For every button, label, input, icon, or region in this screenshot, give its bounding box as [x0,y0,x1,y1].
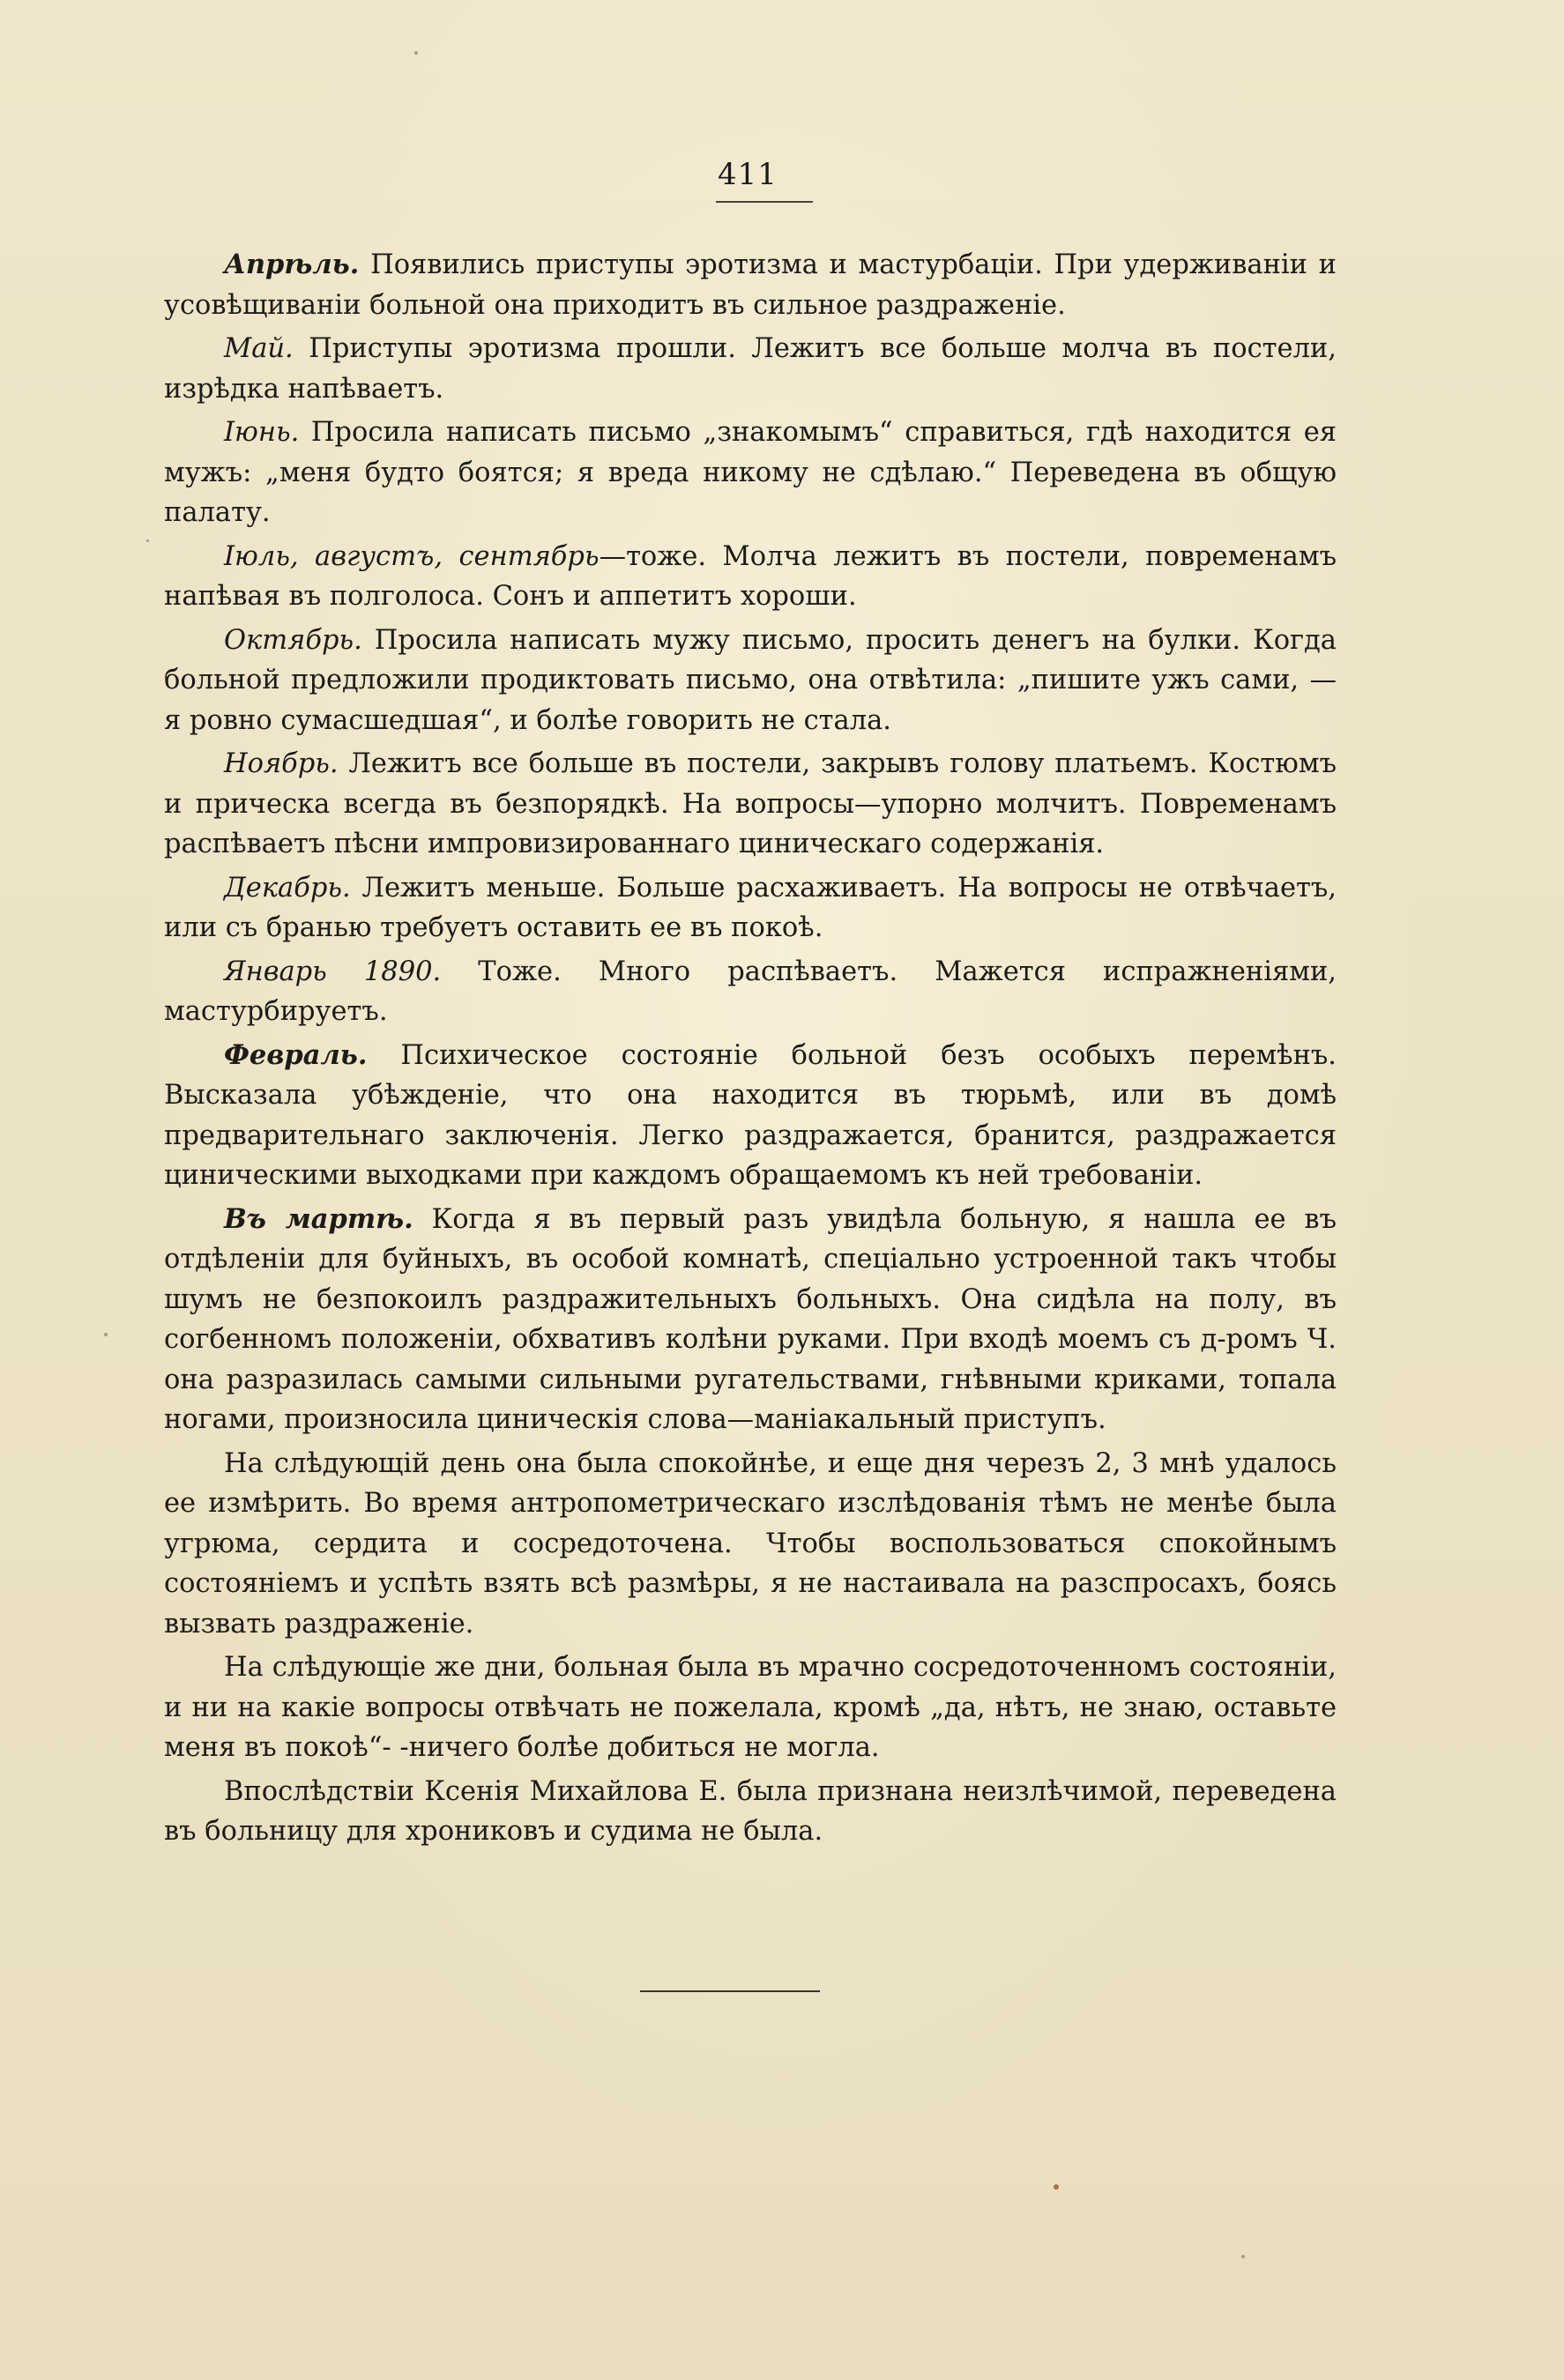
month-heading: Апрѣль. [224,249,360,280]
month-heading: Іюль, августъ, сентябрь [224,540,600,572]
paragraph-text: Впослѣдствіи Ксенія Михайлова Е. была признана неизлѣчимой, переведена въ больницу для хрониковъ и судима не была. [164,1775,1337,1847]
month-heading: Ноябрь. [224,748,339,779]
paragraph-april [164,245,1337,325]
month-heading: Февраль. [224,1038,368,1071]
paragraph-february [164,1036,1337,1196]
paragraph-march [164,1200,1337,1440]
paragraph-may [164,329,1337,409]
paper-speck [1054,2184,1059,2190]
month-heading: Январь 1890. [224,956,442,987]
paragraph-text: Психическое состояніе больной безъ особыхъ перемѣнъ. Высказала убѣжденіе, что она находится въ тюрьмѣ, или въ домѣ предварительнаго заключенія. Легко раздражается, бранится, раздражается циническими выходками при каждомъ обращаемомъ къ ней требованіи. [164,1039,1337,1191]
paragraph-text: —тоже. Молча лежитъ въ постели, повременамъ напѣвая въ полголоса. Сонъ и аппетитъ хороши. [164,540,1337,612]
paragraph-july-september [164,537,1337,617]
month-heading: Октябрь. [224,624,362,656]
page-number-underline [716,201,813,203]
paragraph-text: Появились приступы эротизма и мастурбаціи. При удерживаніи и усовѣщиваніи больной она приходитъ въ сильное раздраженіе. [164,249,1337,321]
paper-speck [1241,2255,1245,2258]
paragraph-text: Тоже. Много распѣваетъ. Мажется испражненіями, мастурбируетъ. [164,956,1337,1027]
paragraph-text: Когда я въ первый разъ увидѣла больную, я нашла ее въ отдѣленіи для буйныхъ, въ особой комнатѣ, спеціально устроенной такъ чтобы шумъ не безпокоилъ раздражительныхъ больныхъ. Она сидѣла на полу, въ согбенномъ положеніи, обхвативъ колѣни руками. При входѣ моемъ съ д-ромъ Ч. она разразилась самыми сильными ругательствами, гнѣвными криками, топала ногами, произносила циническія слова—маніакальный приступъ. [164,1203,1337,1435]
paper-speck [146,539,149,542]
paragraph-text: Просила написать мужу письмо, просить денегъ на булки. Когда больной предложили продиктовать письмо, она отвѣтила: „пишите ужъ сами, — я ровно сумасшедшая“, и болѣе говорить не стала. [164,624,1337,736]
paragraph-november [164,744,1337,865]
paragraph-next-day [164,1444,1337,1645]
page-number: 411 [718,157,778,192]
paragraph-october [164,621,1337,741]
body-text [164,245,1337,1856]
paragraph-text: Лежитъ меньше. Больше расхаживаетъ. На вопросы не отвѣчаетъ, или съ бранью требуетъ оставить ее въ покоѣ. [164,872,1337,943]
month-heading: Май. [224,333,294,364]
month-heading: Іюнь. [224,417,300,448]
paragraph-text: На слѣдующій день она была спокойнѣе, и еще дня черезъ 2, 3 мнѣ удалось ее измѣрить. Во время антропометрическаго изслѣдованія тѣмъ не менѣе была угрюма, сердита и сосредоточена. Чтобы воспользоваться спокойнымъ состояніемъ и успѣть взять всѣ размѣры, я не настаивала на разспросахъ, боясь вызвать раздраженіе. [164,1447,1337,1640]
paragraph-text: На слѣдующіе же дни, больная была въ мрачно сосредоточенномъ состояніи, и ни на какіе вопросы отвѣчать не пожелала, кромѣ „да, нѣтъ, не знаю, оставьте меня въ покоѣ“- -ничего болѣе добиться не могла. [164,1652,1337,1763]
month-heading: Въ мартѣ. [224,1202,413,1235]
paragraph-december [164,868,1337,948]
paragraph-outcome [164,1772,1337,1852]
paragraph-text: Лежитъ все больше въ постели, закрывъ голову платьемъ. Костюмъ и прическа всегда въ безпорядкѣ. На вопросы—упорно молчитъ. Повременамъ распѣваетъ пѣсни импровизированнаго циническаго содержанія. [164,748,1337,859]
paragraph-text: Приступы эротизма прошли. Лежитъ все больше молча въ постели, изрѣдка напѣваетъ. [164,333,1337,405]
paragraph-june [164,413,1337,533]
month-heading: Декабрь. [224,872,351,904]
paper-speck [414,51,418,55]
paragraph-text: Просила написать письмо „знакомымъ“ справиться, гдѣ находится ея мужъ: „меня будто боятся; я вреда никому не сдѣлаю.“ Переведена въ общую палату. [164,417,1337,528]
paragraph-following-days [164,1647,1337,1768]
paragraph-january [164,952,1337,1032]
paper-speck [104,1333,108,1336]
end-rule [640,1990,820,1992]
